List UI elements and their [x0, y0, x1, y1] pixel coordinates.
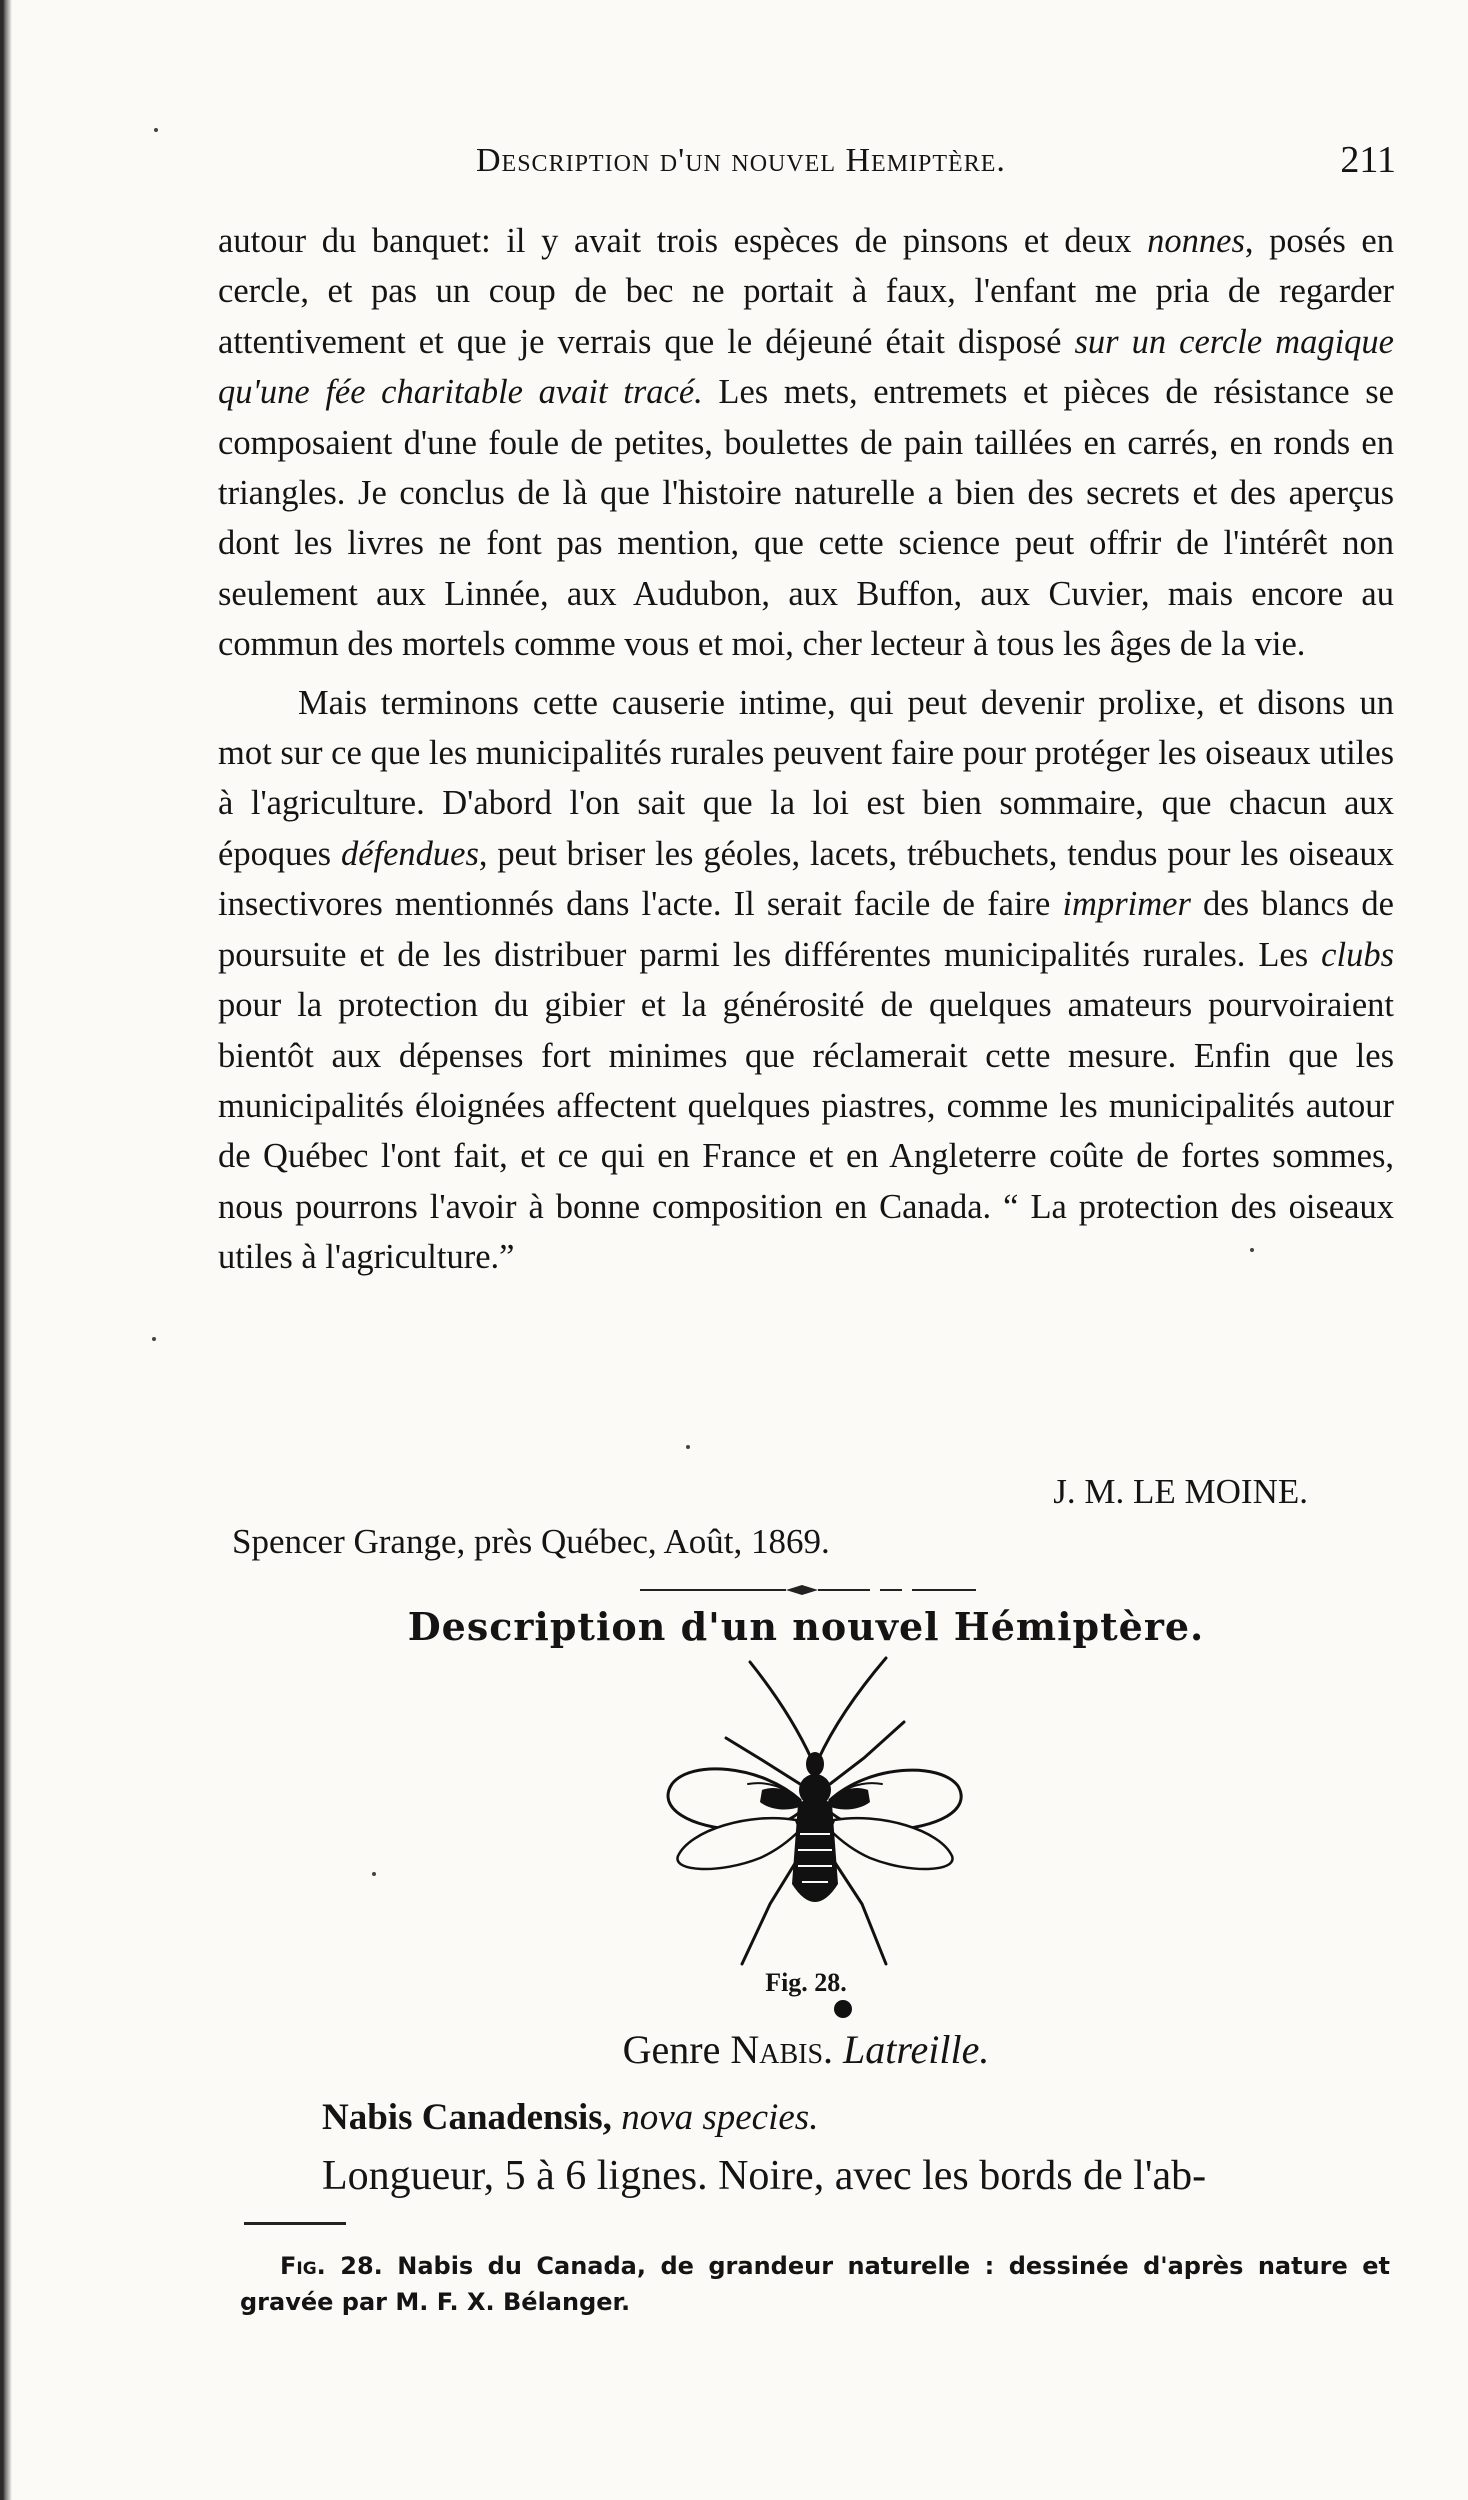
speck	[154, 128, 158, 132]
genus-author: Latreille.	[843, 2027, 990, 2072]
footnote-rule	[244, 2222, 346, 2225]
figure-label: Fig. 28.	[765, 1968, 847, 1997]
species-name: Nabis Canadensis,	[322, 2097, 612, 2138]
insect-illustration-icon	[650, 1652, 980, 1982]
paragraph-2	[218, 678, 1394, 1283]
speck	[1250, 1248, 1254, 1252]
signature-block	[218, 1472, 1308, 1582]
genus-name: Nabis.	[730, 2027, 834, 2072]
ink-dot	[834, 2000, 852, 2018]
italic-segment: clubs	[1321, 935, 1394, 974]
species-line	[322, 2096, 818, 2139]
text-segment: Les mets, entremets et pièces de résistance se composaient d'une foule de petites, boulettes de pain taillées en carrés, en ronds en triangles. Je conclus de là que l'histoire naturelle a bien des secrets et des aperçus dont les livres ne font pas mention, que cette science peut offrir de l'intérêt non seulement aux Linnée, aux Audubon, aux Buffon, aux Cuvier, mais encore au commun des mortels comme vous et moi, cher lecteur à tous les âges de la vie.	[218, 373, 1394, 664]
text-segment: des blancs de poursuite et de les distribuer parmi les différentes municipalités rurales. Les	[218, 885, 1394, 974]
text-segment: Mais terminons cette causerie intime, qui peut devenir prolixe, et disons un mot sur ce que les municipalités rurales peuvent faire pour protéger les oiseaux utiles à l'agriculture. D'abord l'on sait que la loi est bien sommaire, que chacun aux époques	[218, 683, 1394, 873]
body-text	[218, 216, 1394, 1283]
description-lead: Longueur, 5 à 6 lignes. Noire, avec les bords de l'ab-	[322, 2153, 1207, 2199]
text-segment: autour du banquet: il y avait trois espèces de pinsons et deux	[218, 222, 1148, 260]
paragraph-1	[218, 216, 1394, 670]
text-segment: , peut briser les géoles, lacets, trébuchets, tendus pour les oiseaux insectivores mentionnés dans l'acte. Il serait facile de faire	[218, 834, 1394, 924]
speck	[686, 1445, 690, 1449]
running-head	[218, 139, 1396, 192]
text-segment: , posés en cercle, et pas un coup de bec ne portait à faux, l'enfant me pria de regarder attentivement et que je verrais que le déjeuné était disposé	[218, 222, 1394, 361]
speck	[152, 1337, 156, 1341]
italic-segment: sur un cercle magique qu'une fée charitable avait tracé.	[218, 322, 1394, 412]
author-name: J. M. LE MOINE.	[1053, 1472, 1308, 1511]
article-title: Description d'un nouvel Hémiptère.	[407, 1604, 1205, 1649]
footnote-label: Fig. 28.	[280, 2252, 383, 2280]
italic-segment: défendues	[340, 834, 479, 873]
footnote	[240, 2248, 1390, 2320]
footnote-text: Nabis du Canada, de grandeur naturelle : dessinée d'après nature et gravée par M. F. X. Bélanger.	[240, 2252, 1390, 2316]
genus-heading	[218, 2026, 1394, 2073]
speck	[372, 1872, 376, 1876]
page-number: 211	[1340, 139, 1396, 181]
italic-segment: imprimer	[1062, 885, 1191, 924]
ornament-rule-icon	[640, 1582, 976, 1598]
italic-segment: nonnes	[1147, 222, 1245, 260]
running-title: Description d'un nouvel Hemiptère.	[476, 142, 1006, 179]
text-segment: pour la protection du gibier et la générosité de quelques amateurs pourvoiraient bientôt aux dépenses fort minimes que réclamerait cette mesure. Enfin que les municipalités éloignées affectent quelques piastres, comme les municipalités autour de Québec l'ont fait, et ce qui en France et en Angleterre coûte de fortes sommes, nous pourrons l'avoir à bonne composition en Canada. “ La protection des oiseaux utiles à l'agriculture.”	[218, 986, 1394, 1277]
genus-word: Genre	[622, 2027, 721, 2072]
species-note: nova species.	[621, 2097, 819, 2138]
place-date: Spencer Grange, près Québec, Août, 1869.	[232, 1522, 830, 1561]
